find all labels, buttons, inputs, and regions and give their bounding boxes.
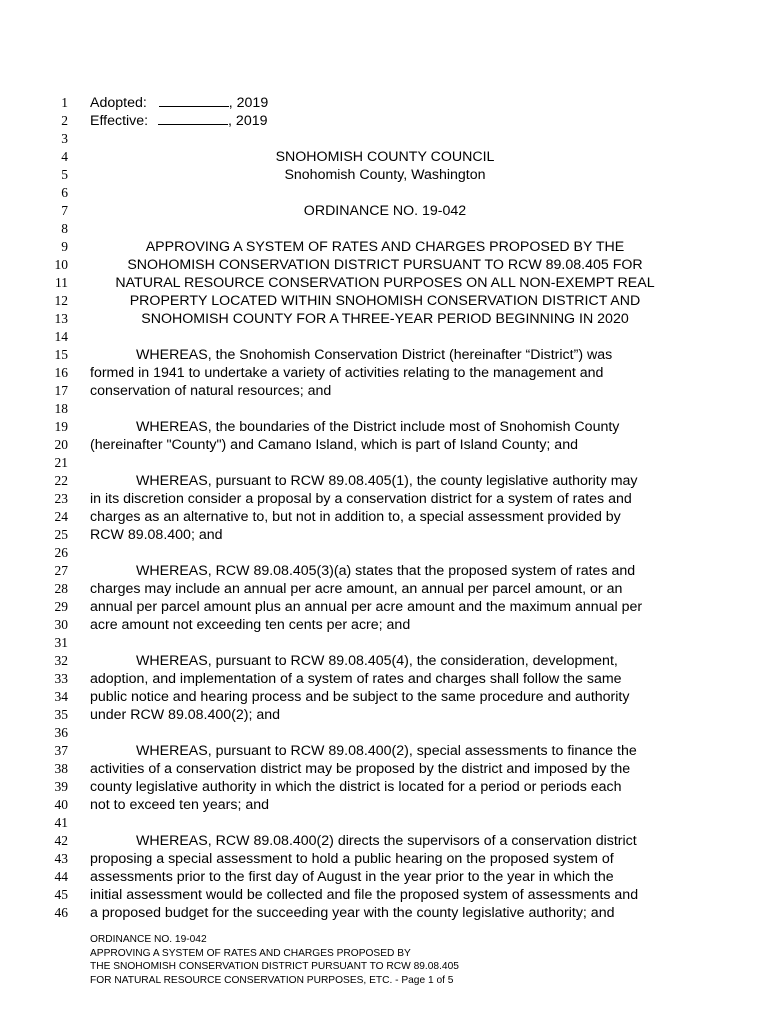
body-line: a proposed budget for the succeeding year with the county legislative authority; and: [90, 905, 615, 921]
line-number: 33: [54, 671, 68, 686]
line-number: 46: [54, 905, 68, 920]
body-line: acre amount not exceeding ten cents per acre; and: [90, 617, 411, 633]
line-number: 14: [54, 329, 68, 344]
line-number: 4: [61, 149, 68, 164]
line-number: 31: [54, 635, 68, 650]
body-line: charges as an alternative to, but not in addition to, a special assessment provided by: [90, 509, 621, 525]
line-number: 26: [54, 545, 68, 560]
line-number: 16: [54, 365, 68, 380]
line-number: 39: [54, 779, 68, 794]
whereas-line: WHEREAS, the Snohomish Conservation District (hereinafter “District”) was: [136, 347, 613, 363]
body-line: conservation of natural resources; and: [90, 383, 332, 399]
ordinance-number: ORDINANCE NO. 19-042: [303, 203, 467, 219]
body-line: formed in 1941 to undertake a variety of activities relating to the management and: [90, 365, 604, 381]
line-number: 20: [54, 437, 68, 452]
body-line: county legislative authority in which the district is located for a period or periods each: [90, 779, 622, 795]
line-number: 19: [54, 419, 68, 434]
line-number: 40: [54, 797, 68, 812]
title-line: PROPERTY LOCATED WITHIN SNOHOMISH CONSERVATION DISTRICT AND: [129, 293, 641, 309]
line-number: 41: [54, 815, 68, 830]
body-line: charges may include an annual per acre amount, an annual per parcel amount, or an: [90, 581, 623, 597]
whereas-line: WHEREAS, pursuant to RCW 89.08.405(4), the consideration, development,: [136, 653, 618, 669]
adopted-date-blank: [159, 94, 229, 107]
line-number: 7: [61, 203, 68, 218]
line-number: 35: [54, 707, 68, 722]
whereas-line: WHEREAS, RCW 89.08.405(3)(a) states that the proposed system of rates and: [136, 563, 636, 579]
county-location: Snohomish County, Washington: [284, 167, 486, 183]
body-line: not to exceed ten years; and: [90, 797, 270, 813]
line-number: 44: [54, 869, 68, 884]
body-line: annual per parcel amount plus an annual per acre amount and the maximum annual per: [90, 599, 643, 615]
line-number: 36: [54, 725, 68, 740]
adopted-label: Adopted:: [90, 95, 147, 111]
line-number: 30: [54, 617, 68, 632]
line-number: 1: [61, 95, 68, 110]
title-line: APPROVING A SYSTEM OF RATES AND CHARGES PROPOSED BY THE: [145, 239, 625, 255]
line-number: 9: [61, 239, 68, 254]
line-number: 6: [61, 185, 68, 200]
title-line: SNOHOMISH COUNTY FOR A THREE-YEAR PERIOD BEGINNING IN 2020: [141, 311, 629, 327]
line-number: 23: [54, 491, 68, 506]
line-number: 42: [54, 833, 68, 848]
line-number: 15: [54, 347, 68, 362]
body-line: adoption, and implementation of a system of rates and charges shall follow the same: [90, 671, 622, 687]
whereas-line: WHEREAS, the boundaries of the District include most of Snohomish County: [136, 419, 620, 435]
line-number: 17: [54, 383, 68, 398]
line-number: 13: [54, 311, 68, 326]
line-number: 24: [54, 509, 68, 524]
line-number: 2: [61, 113, 68, 128]
line-number: 25: [54, 527, 68, 542]
body-line: RCW 89.08.400; and: [90, 527, 223, 543]
line-number: 28: [54, 581, 68, 596]
page-footer: [90, 933, 690, 988]
adopted-line: [0, 94, 770, 112]
line-number: 21: [54, 455, 68, 470]
line-number: 18: [54, 401, 68, 416]
council-heading: SNOHOMISH COUNTY COUNCIL: [275, 149, 495, 165]
line-number: 45: [54, 887, 68, 902]
body-line: activities of a conservation district may be proposed by the district and imposed by the: [90, 761, 631, 777]
body-line: in its discretion consider a proposal by a conservation district for a system of rates and: [90, 491, 632, 507]
title-line: NATURAL RESOURCE CONSERVATION PURPOSES ON ALL NON-EXEMPT REAL: [115, 275, 655, 291]
line-number: 32: [54, 653, 68, 668]
line-number: 27: [54, 563, 68, 578]
footer-line: THE SNOHOMISH CONSERVATION DISTRICT PURSUANT TO RCW 89.08.405: [90, 961, 459, 973]
footer-line: ORDINANCE NO. 19-042: [90, 934, 207, 945]
whereas-line: WHEREAS, RCW 89.08.400(2) directs the supervisors of a conservation district: [136, 833, 637, 849]
body-line: initial assessment would be collected and file the proposed system of assessments and: [90, 887, 639, 903]
effective-date-blank: [158, 112, 228, 125]
body-line: under RCW 89.08.400(2); and: [90, 707, 281, 723]
body-line: assessments prior to the first day of August in the year prior to the year in which the: [90, 869, 614, 885]
footer-line: APPROVING A SYSTEM OF RATES AND CHARGES PROPOSED BY: [90, 947, 411, 959]
line-number: 34: [54, 689, 68, 704]
effective-year: , 2019: [228, 113, 268, 129]
effective-label: Effective:: [90, 113, 149, 129]
line-number: 38: [54, 761, 68, 776]
line-number: 12: [54, 293, 68, 308]
effective-line: [0, 112, 770, 130]
line-number: 8: [61, 221, 68, 236]
line-number: 43: [54, 851, 68, 866]
line-number: 5: [61, 167, 68, 182]
line-number: 22: [54, 473, 68, 488]
body-line: (hereinafter "County") and Camano Island, which is part of Island County; and: [90, 437, 578, 453]
adopted-year: , 2019: [228, 95, 269, 111]
footer-line: FOR NATURAL RESOURCE CONSERVATION PURPOSES, ETC. - Page 1 of 5: [90, 975, 454, 987]
line-number: 3: [61, 131, 68, 146]
body-line: proposing a special assessment to hold a public hearing on the proposed system of: [90, 851, 614, 867]
line-number: 37: [54, 743, 68, 758]
line-number: 11: [55, 275, 68, 290]
line-number: 10: [54, 257, 68, 272]
title-line: SNOHOMISH CONSERVATION DISTRICT PURSUANT TO RCW 89.08.405 FOR: [127, 257, 643, 273]
line-number: 29: [54, 599, 68, 614]
whereas-line: WHEREAS, pursuant to RCW 89.08.400(2), special assessments to finance the: [136, 743, 637, 759]
body-line: public notice and hearing process and be subject to the same procedure and authority: [90, 689, 630, 705]
whereas-line: WHEREAS, pursuant to RCW 89.08.405(1), the county legislative authority may: [136, 473, 638, 489]
